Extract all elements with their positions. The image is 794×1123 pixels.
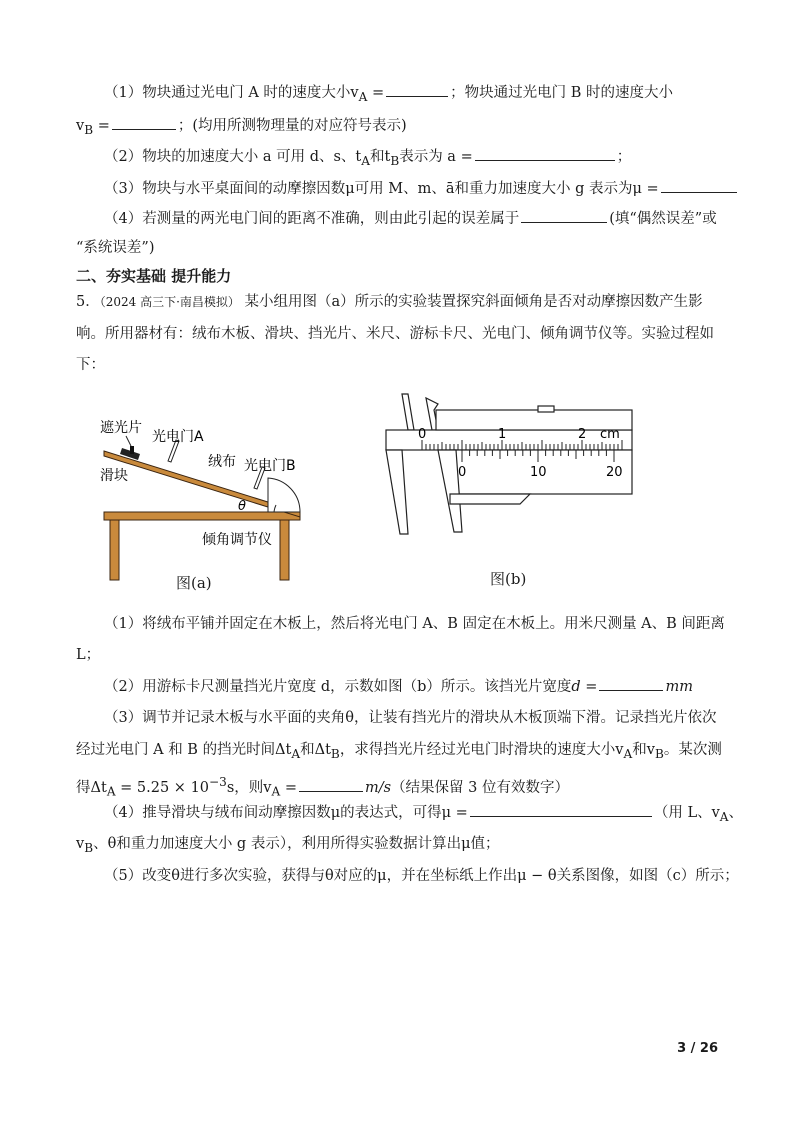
- step-4-text: （4）推导滑块与绒布间动摩擦因数μ的表达式，可得μ =: [104, 805, 468, 821]
- page-number: 3 / 26: [677, 1041, 718, 1056]
- question-source: （2024 高三下·南昌模拟）: [99, 295, 240, 309]
- step-4-text-3: 、: [728, 805, 744, 821]
- leader-line: [126, 436, 131, 446]
- subscript: A: [106, 784, 116, 799]
- unit-ms: m/s: [364, 779, 392, 796]
- main-tick-label: 0: [418, 427, 427, 442]
- figure-a: [90, 408, 320, 598]
- step-3-text-6: 得Δt: [76, 779, 107, 796]
- question-number: 5．: [76, 294, 100, 310]
- equals: =: [284, 779, 297, 796]
- figure-b: [380, 384, 640, 564]
- vernier-tick-label: 20: [606, 465, 623, 480]
- q4-text-3: “系统误差”): [76, 240, 155, 256]
- main-tick-label: 2: [578, 427, 587, 442]
- q1-text: （1）物块通过光电门 A 时的速度大小v: [104, 85, 359, 101]
- unit-label: cm: [600, 427, 620, 442]
- step-4-line-2: [76, 834, 726, 858]
- subscript: B: [330, 746, 340, 761]
- q3-text: （3）物块与水平桌面间的动摩擦因数μ可用 M、m、ā和重力加速度大小 g 表示为μ =: [104, 181, 659, 197]
- var-v: v: [76, 118, 85, 134]
- label-cloth: 绒布: [208, 454, 236, 470]
- label-block: 滑块: [100, 468, 128, 484]
- subscript: A: [271, 784, 281, 799]
- table-top: [104, 512, 300, 520]
- vernier-tick-label: 10: [530, 465, 547, 480]
- answer-blank[interactable]: [599, 676, 663, 691]
- step-3-text-4: 和v: [632, 742, 655, 758]
- subscript: B: [390, 153, 400, 168]
- question-3-line: [104, 178, 754, 199]
- step-3-line-3: [76, 772, 726, 802]
- table-leg-right: [280, 520, 289, 580]
- subscript: A: [719, 809, 729, 824]
- question-1-line: （1）物块通过光电门 A 时的速度大小$v_A$ = ；物块通过光电门 B 时的速度大小: [104, 82, 754, 107]
- answer-blank[interactable]: [299, 777, 363, 792]
- upper-jaw-fixed: [402, 394, 414, 430]
- label-shield: 遮光片: [100, 420, 142, 436]
- step-3-text-5: 。某次测: [663, 742, 722, 758]
- caption-a: 图(a): [176, 574, 212, 592]
- step-3-text-3: ，求得挡光片经过光电门时滑块的速度大小v: [339, 742, 624, 758]
- question-2-line: （2）物块的加速度大小 a 可用 d、s、$t_A$和$t_B$表示为 a = ；: [104, 146, 754, 171]
- caption-b: 图(b): [490, 570, 527, 588]
- step-4-line: [104, 802, 754, 827]
- answer-blank[interactable]: [386, 82, 448, 97]
- var-v: v: [76, 836, 85, 852]
- question-5-stem: [76, 292, 726, 312]
- q2-text: （2）物块的加速度大小 a 可用 d、s、t: [104, 149, 362, 165]
- step-3-text: 经过光电门 A 和 B 的挡光时间Δt: [76, 742, 292, 758]
- q5-stem-1: 某小组用图（a）所示的实验装置探究斜面倾角是否对动摩擦因数产生影: [244, 294, 703, 310]
- step-3-text-2: 和Δt: [300, 742, 331, 758]
- var-d: d =: [571, 679, 598, 695]
- q1-text-3: ；(均用所测物理量的对应符号表示): [177, 118, 407, 134]
- q4-text: （4）若测量的两光电门间的距离不准确，则由此引起的误差属于: [104, 211, 520, 227]
- section-title: 二、夯实基础 提升能力: [76, 267, 232, 285]
- step-3-note: （结果保留 3 位有效数字）: [391, 779, 570, 796]
- step-4-text-2: （用 L、v: [653, 805, 720, 821]
- q4-text-2: (填“偶然误差”或: [609, 211, 717, 227]
- question-5-stem-2: 响。所用器材有：绒布木板、滑块、挡光片、米尺、游标卡尺、光电门、倾角调节仪等。实验过程如: [76, 326, 714, 342]
- step-3-value: = 5.25 × 10: [120, 779, 210, 796]
- thumb-grip: [450, 494, 530, 504]
- answer-blank[interactable]: [112, 115, 176, 130]
- subscript: A: [361, 153, 370, 168]
- step-3-line-2: [76, 740, 726, 764]
- q2-text-end: 表示为 a =: [399, 149, 473, 165]
- main-tick-label: 1: [498, 427, 507, 442]
- step-5-line: （5）改变θ进行多次实验，获得与θ对应的μ，并在坐标纸上作出μ − θ关系图像，如图（c）所示；: [104, 868, 739, 884]
- question-4-line-2: [76, 238, 726, 258]
- light-shield: [130, 446, 134, 454]
- label-gate-b: 光电门B: [244, 458, 296, 474]
- subscript: B: [84, 122, 94, 137]
- label-theta: θ: [238, 499, 246, 514]
- answer-blank[interactable]: [521, 208, 607, 223]
- subscript: A: [623, 746, 633, 761]
- q2-text-mid: 和t: [369, 149, 391, 165]
- vernier-tick-label: 0: [458, 465, 467, 480]
- step-3-line: （3）调节并记录木板与水平面的夹角θ，让装有挡光片的滑块从木板顶端下滑。记录挡光片依次: [104, 710, 717, 726]
- step-1-line: （1）将绒布平铺并固定在木板上，然后将光电门 A、B 固定在木板上。用米尺测量 A、B 间距离: [104, 616, 725, 632]
- question-4-line: [104, 208, 754, 229]
- step-4-text-4: 、θ和重力加速度大小 g 表示），利用所得实验数据计算出μ值；: [93, 836, 500, 852]
- table-leg-left: [110, 520, 119, 580]
- step-3-text-7: s，则v: [226, 779, 272, 796]
- label-gate-a: 光电门A: [152, 429, 204, 445]
- exponent: −3: [209, 775, 227, 789]
- lower-jaw-fixed: [386, 450, 408, 534]
- angle-adjuster: [268, 478, 300, 512]
- unit-mm: mm: [665, 679, 693, 695]
- step-2-line: [104, 676, 754, 697]
- question-1-line-2: $v_B$ = ；(均用所测物理量的对应符号表示): [76, 115, 726, 140]
- step-2-text: （2）用游标卡尺测量挡光片宽度 d，示数如图（b）所示。该挡光片宽度: [104, 679, 572, 695]
- subscript: B: [84, 840, 94, 855]
- step-1-line-2: L；: [76, 647, 101, 663]
- lock-screw: [538, 406, 554, 412]
- subscript: B: [654, 746, 664, 761]
- answer-blank[interactable]: [475, 146, 615, 161]
- subscript: A: [358, 89, 368, 104]
- answer-blank[interactable]: [470, 802, 652, 817]
- q1-text-2: ；物块通过光电门 B 时的速度大小: [450, 85, 673, 101]
- label-adjuster: 倾角调节仪: [202, 532, 272, 548]
- subscript: A: [291, 746, 301, 761]
- answer-blank[interactable]: [661, 178, 737, 193]
- question-5-stem-3: 下：: [76, 357, 105, 373]
